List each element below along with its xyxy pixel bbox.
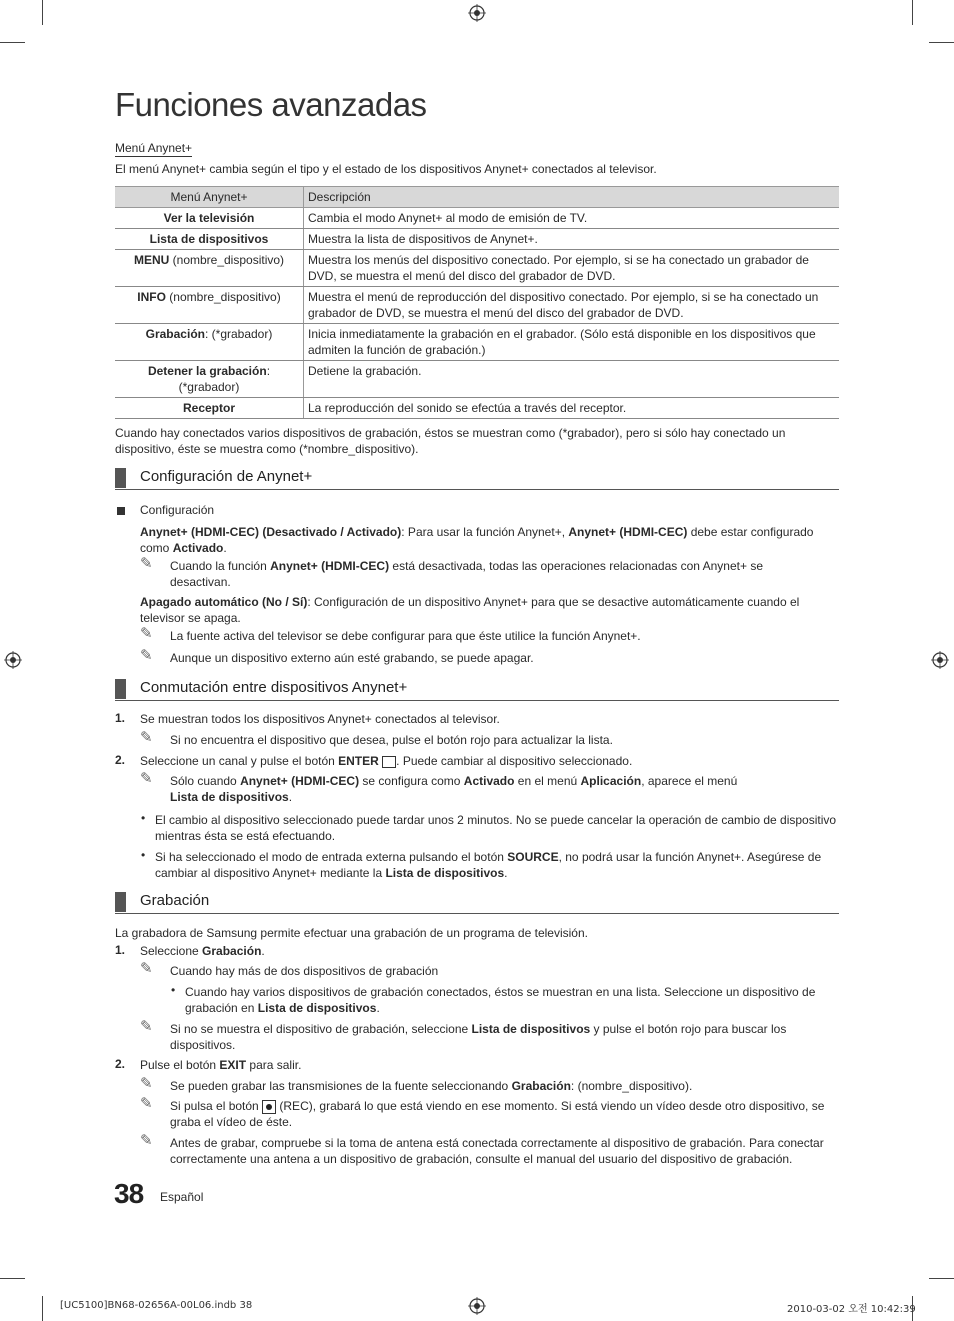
column-header: Menú Anynet+ bbox=[115, 187, 304, 208]
table-cell-key bbox=[115, 324, 304, 361]
table-row bbox=[115, 250, 839, 287]
config-note-1 bbox=[170, 558, 810, 590]
text: se configura como bbox=[359, 774, 464, 788]
bold-text: Lista de dispositivos bbox=[385, 866, 505, 880]
text: : (nombre_dispositivo). bbox=[570, 1079, 693, 1093]
bold-text: Activado bbox=[172, 541, 224, 555]
table-cell-key bbox=[115, 361, 304, 398]
recording-note-1: Cuando hay más de dos dispositivos de grabación bbox=[170, 964, 439, 978]
text: , aparece el menú bbox=[641, 774, 738, 788]
note-pencil-icon: ✎ bbox=[140, 1132, 153, 1149]
note-pencil-icon: ✎ bbox=[140, 1095, 153, 1112]
recording-note-3 bbox=[170, 1078, 830, 1094]
bullet: • bbox=[171, 983, 176, 997]
table-cell-desc: Cambia el modo Anynet+ al modo de emisión de TV. bbox=[304, 208, 840, 229]
column-header: Descripción bbox=[304, 187, 840, 208]
text: Si pulsa el botón bbox=[170, 1099, 263, 1113]
table-cell-key bbox=[115, 208, 304, 229]
text: y pulse el botón rojo para buscar los dispositivos. bbox=[170, 1022, 787, 1052]
table-cell-desc: Detiene la grabación. bbox=[304, 361, 840, 398]
config-note-2: La fuente activa del televisor se debe configurar para que éste utilice la función Anynet+. bbox=[170, 629, 641, 643]
table-cell-desc: Muestra los menús del dispositivo conectado. Por ejemplo, si se ha conectado un grabador de DVD, se muestra el menú del disco del grabador de DVD. bbox=[304, 250, 840, 287]
note-pencil-icon: ✎ bbox=[140, 647, 153, 664]
menu-intro: El menú Anynet+ cambia según el tipo y el estado de los dispositivos Anynet+ conectados al televisor. bbox=[115, 162, 657, 176]
crop-mark bbox=[42, 0, 43, 25]
config-note-3: Aunque un dispositivo externo aún esté grabando, se puede apagar. bbox=[170, 651, 534, 665]
key-rest: : (*grabador) bbox=[178, 364, 271, 394]
step-number: 1. bbox=[115, 711, 126, 725]
bold-text: Apagado automático (No / Sí) bbox=[140, 595, 308, 609]
square-bullet-icon bbox=[117, 507, 125, 515]
crop-mark bbox=[929, 1278, 954, 1279]
note-pencil-icon: ✎ bbox=[140, 960, 153, 977]
table-cell-desc: Muestra la lista de dispositivos de Anynet+. bbox=[304, 229, 840, 250]
note-pencil-icon: ✎ bbox=[140, 1075, 153, 1092]
crop-mark bbox=[0, 42, 25, 43]
recording-note-2 bbox=[170, 1021, 830, 1053]
text: Seleccione un canal y pulse el botón bbox=[140, 754, 339, 768]
table-cell-desc: Muestra el menú de reproducción del dispositivo conectado. Por ejemplo, si se ha conectado un grabador de DVD, se muestra el menú del disco del grabador de DVD. bbox=[304, 287, 840, 324]
page-title: Funciones avanzadas bbox=[115, 86, 427, 123]
text: Pulse el botón bbox=[140, 1058, 220, 1072]
page-language: Español bbox=[160, 1190, 204, 1204]
key-rest: : (*grabador) bbox=[204, 327, 273, 341]
note-pencil-icon: ✎ bbox=[140, 770, 153, 787]
crop-mark bbox=[42, 1296, 43, 1321]
recording-intro: La grabadora de Samsung permite efectuar una grabación de un programa de televisión. bbox=[115, 926, 588, 940]
switch-step-1: Se muestran todos los dispositivos Anynet+ conectados al televisor. bbox=[140, 712, 500, 726]
config-item-title: Configuración bbox=[140, 503, 215, 517]
anynet-menu-table bbox=[115, 186, 839, 419]
section-bar bbox=[115, 892, 126, 912]
bold-text: Anynet+ (HDMI-CEC) bbox=[240, 774, 360, 788]
rec-button-icon bbox=[262, 1100, 276, 1114]
bold-text: Grabación bbox=[202, 944, 262, 958]
bullet: • bbox=[141, 848, 146, 862]
crop-mark bbox=[929, 42, 954, 43]
bold-text: Aplicación bbox=[580, 774, 642, 788]
section-bar bbox=[115, 679, 126, 699]
step-number: 1. bbox=[115, 943, 126, 957]
text: . bbox=[376, 1001, 380, 1015]
bullet: • bbox=[141, 811, 146, 825]
registration-mark-icon bbox=[468, 4, 486, 22]
registration-mark-icon bbox=[931, 651, 949, 669]
bold-text: Lista de dispositivos bbox=[471, 1022, 591, 1036]
section-bar bbox=[115, 468, 126, 488]
bold-text: Lista de dispositivos bbox=[257, 1001, 377, 1015]
crop-mark bbox=[0, 1278, 25, 1279]
page-number: 38 bbox=[114, 1178, 144, 1209]
recording-step-1 bbox=[140, 943, 837, 959]
key-bold: Lista de dispositivos bbox=[149, 232, 269, 246]
text: está desactivada, todas las operaciones relacionadas con Anynet+ se desactivan. bbox=[170, 559, 763, 589]
table-row bbox=[115, 287, 839, 324]
text: para salir. bbox=[246, 1058, 302, 1072]
section-header-config bbox=[115, 467, 839, 490]
section-title: Grabación bbox=[140, 892, 210, 909]
key-bold: MENU bbox=[133, 253, 170, 267]
table-cell-key bbox=[115, 250, 304, 287]
key-rest: (nombre_dispositivo) bbox=[169, 253, 285, 267]
config-paragraph-2 bbox=[140, 594, 837, 626]
text: Seleccione bbox=[140, 944, 203, 958]
bold-text: Anynet+ (HDMI-CEC) (Desactivado / Activado) bbox=[140, 525, 402, 539]
bold-text: Activado bbox=[463, 774, 515, 788]
table-header-row bbox=[115, 187, 839, 208]
key-bold: Ver la televisión bbox=[163, 211, 255, 225]
bold-text: EXIT bbox=[219, 1058, 247, 1072]
step-number: 2. bbox=[115, 1057, 126, 1071]
bold-text: Grabación bbox=[511, 1079, 571, 1093]
text: . bbox=[504, 866, 508, 880]
footer-file-info: [UC5100]BN68-02656A-00L06.indb 38 bbox=[60, 1300, 253, 1311]
text: : Para usar la función Anynet+, bbox=[401, 525, 569, 539]
registration-mark-icon bbox=[468, 1297, 486, 1315]
registration-mark-icon bbox=[4, 651, 22, 669]
recording-step-2 bbox=[140, 1057, 837, 1073]
recording-note-5: Antes de grabar, compruebe si la toma de antena está conectada correctamente al dispositivo de grabación. Para conectar correctamente una antena a un dispositivo de grabación, consulte el manual del usuario del dispositivo de grabación. bbox=[170, 1136, 824, 1166]
note-pencil-icon: ✎ bbox=[140, 1018, 153, 1035]
table-row bbox=[115, 361, 839, 398]
switch-step-1-note: Si no encuentra el dispositivo que desea, pulse el botón rojo para actualizar la lista. bbox=[170, 733, 613, 747]
table-cell-key bbox=[115, 287, 304, 324]
text: debe estar configurado como bbox=[140, 525, 814, 555]
bold-text: Anynet+ (HDMI-CEC) bbox=[270, 559, 390, 573]
recording-bullet bbox=[185, 984, 837, 1016]
table-cell-desc: La reproducción del sonido se efectúa a través del receptor. bbox=[304, 398, 840, 419]
bold-text: ENTER bbox=[338, 754, 379, 768]
text: Cuando la función bbox=[170, 559, 271, 573]
text: Si no se muestra el dispositivo de grabación, seleccione bbox=[170, 1022, 472, 1036]
table-row bbox=[115, 229, 839, 250]
bold-text: Lista de dispositivos bbox=[170, 790, 289, 804]
section-title: Configuración de Anynet+ bbox=[140, 468, 313, 485]
section-header-recording bbox=[115, 891, 839, 914]
text: . Puede cambiar al dispositivo seleccionado. bbox=[396, 754, 633, 768]
table-row bbox=[115, 398, 839, 419]
text: Cuando hay varios dispositivos de grabación conectados, éstos se muestran en una lista. Seleccione un dispositivo de grabación en bbox=[185, 985, 816, 1015]
switch-step-2-note bbox=[170, 773, 790, 805]
table-cell-desc: Inicia inmediatamente la grabación en el grabador. (Sólo está disponible en los dispositivos que admiten la función de grabación.) bbox=[304, 324, 840, 361]
key-bold: Grabación bbox=[145, 327, 205, 341]
key-rest: (nombre_dispositivo) bbox=[165, 290, 281, 304]
key-bold: Receptor bbox=[182, 401, 235, 415]
note-pencil-icon: ✎ bbox=[140, 555, 153, 572]
key-bold: INFO bbox=[137, 290, 166, 304]
switch-bullet-2 bbox=[155, 849, 837, 881]
section-title: Conmutación entre dispositivos Anynet+ bbox=[140, 679, 408, 696]
table-row bbox=[115, 208, 839, 229]
switch-bullet-1: El cambio al dispositivo seleccionado puede tardar unos 2 minutos. No se puede cancelar la operación de cambio de dispositivo mientras ésta se está efectuando. bbox=[155, 813, 837, 843]
table-cell-key bbox=[115, 229, 304, 250]
recording-note-4 bbox=[170, 1098, 837, 1130]
text: (REC), grabará lo que está viendo en ese momento. Si está viendo un vídeo desde otro dispositivo, se graba el vídeo de éste. bbox=[170, 1099, 825, 1129]
note-pencil-icon: ✎ bbox=[140, 729, 153, 746]
menu-heading: Menú Anynet+ bbox=[115, 141, 193, 155]
text: Se pueden grabar las transmisiones de la fuente seleccionando bbox=[170, 1079, 512, 1093]
step-number: 2. bbox=[115, 753, 126, 767]
table-row bbox=[115, 324, 839, 361]
note-pencil-icon: ✎ bbox=[140, 625, 153, 642]
bold-text: SOURCE bbox=[507, 850, 559, 864]
enter-icon bbox=[382, 756, 396, 768]
text: . bbox=[261, 944, 265, 958]
text: Si ha seleccionado el modo de entrada externa pulsando el botón bbox=[155, 850, 508, 864]
section-header-switch bbox=[115, 678, 839, 701]
text: , no podrá usar la función Anynet+. Asegúrese de cambiar al dispositivo Anynet+ mediante la bbox=[155, 850, 822, 880]
text: en el menú bbox=[514, 774, 581, 788]
text: . bbox=[288, 790, 293, 804]
text: Sólo cuando bbox=[170, 774, 241, 788]
after-table-paragraph: Cuando hay conectados varios dispositivos de grabación, éstos se muestran como (*grabador), pero si sólo hay conectado un dispositivo, éste se muestra como (*nombre_dispositivo). bbox=[115, 426, 786, 456]
config-paragraph-1 bbox=[140, 524, 837, 556]
text: . bbox=[223, 541, 227, 555]
bold-text: Anynet+ (HDMI-CEC) bbox=[568, 525, 688, 539]
text: : Configuración de un dispositivo Anynet+ para que se desactive automáticamente cuando el televisor se apaga. bbox=[140, 595, 800, 625]
key-bold: Detener la grabación bbox=[147, 364, 267, 378]
crop-mark bbox=[912, 0, 913, 25]
table-cell-key bbox=[115, 398, 304, 419]
footer-timestamp: 2010-03-02 오전 10:42:39 bbox=[787, 1304, 916, 1315]
switch-step-2 bbox=[140, 753, 837, 769]
